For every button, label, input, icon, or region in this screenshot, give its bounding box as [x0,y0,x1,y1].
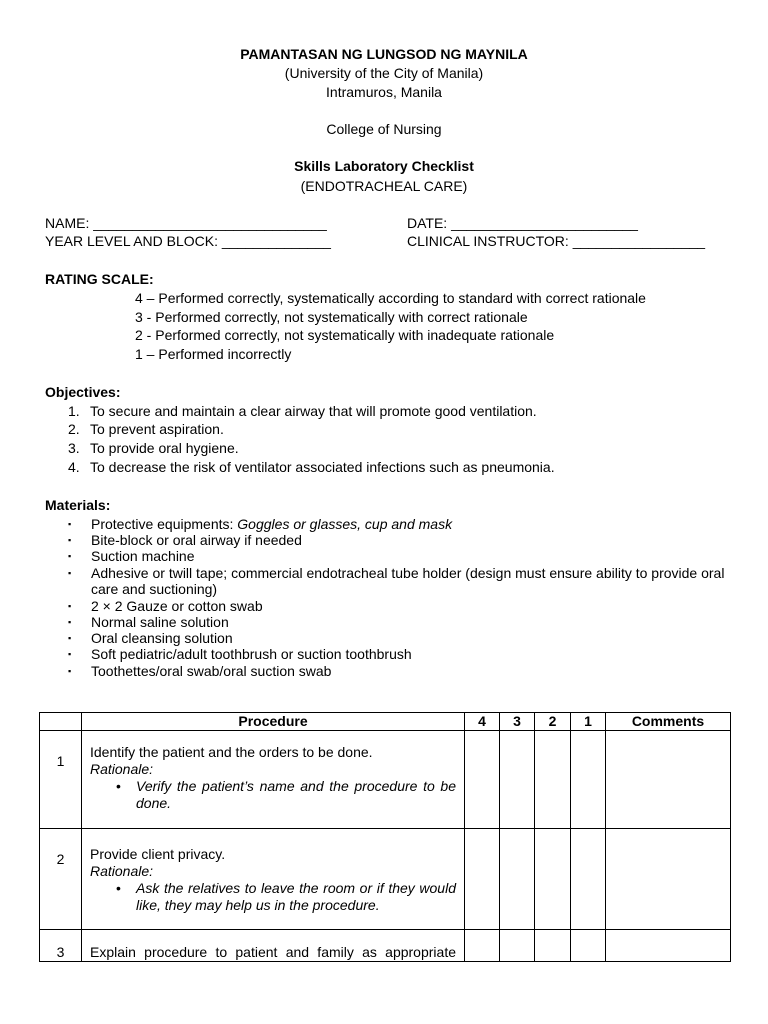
university-name: PAMANTASAN NG LUNGSOD NG MAYNILA [240,46,528,62]
rating-scale-item: 2 - Performed correctly, not systematically with inadequate rationale [135,327,555,343]
objective-text: To secure and maintain a clear airway that will promote good ventilation. [90,403,537,419]
rating-1-checkbox-cell[interactable] [571,829,606,930]
objectives-title: Objectives: [45,384,121,400]
material-text: Protective equipments: [91,516,238,532]
objective-number: 1. [68,403,80,419]
rationale-text: Ask the relatives to leave the room or if they would like, they may help us in the procedure. [136,880,456,913]
table-row [40,731,731,829]
material-text: Toothettes/oral swab/oral suction swab [91,663,332,679]
objective-item [68,439,239,457]
step-number: 2 [40,829,82,930]
material-item [68,614,733,630]
objective-number: 2. [68,421,80,437]
comments-cell[interactable] [606,731,731,829]
header-rating-2: 2 [535,713,571,731]
rationale-label: Rationale: [90,863,154,879]
material-text: Oral cleansing solution [91,630,233,646]
header-rating-4: 4 [465,713,500,731]
comments-cell[interactable] [606,829,731,930]
material-text: Bite-block or oral airway if needed [91,532,302,548]
objective-number: 4. [68,459,80,475]
square-bullet-icon: ▪ [68,666,72,676]
material-item [68,548,733,564]
square-bullet-icon: ▪ [68,633,72,643]
material-item [68,516,733,532]
rationale-item [90,880,456,914]
objective-text: To provide oral hygiene. [90,440,239,456]
rationale-label: Rationale: [90,761,154,777]
header-rating-1: 1 [571,713,606,731]
name-field: NAME: ______________________________ [45,215,327,231]
rating-1-checkbox-cell[interactable] [571,731,606,829]
material-item [68,663,733,679]
material-item [68,598,733,614]
objective-item [68,402,537,420]
material-text: Soft pediatric/adult toothbrush or suction toothbrush [91,646,412,662]
college-name: College of Nursing [326,121,442,137]
header-comments: Comments [606,713,731,731]
step-cell [82,731,465,829]
rationale-item [90,778,456,812]
rating-scale-title: RATING SCALE: [45,271,154,287]
objective-text: To prevent aspiration. [90,421,224,437]
header-procedure: Procedure [82,713,465,731]
material-text: Suction machine [91,548,195,564]
square-bullet-icon: ▪ [68,601,72,611]
square-bullet-icon: ▪ [68,551,72,561]
university-english-name: (University of the City of Manila) [284,65,484,81]
comments-cell[interactable] [606,930,731,962]
date-field: DATE: ________________________ [407,215,638,231]
year-level-block-field: YEAR LEVEL AND BLOCK: ______________ [45,233,331,249]
step-text: Provide client privacy. [90,846,226,862]
material-item [68,646,733,662]
rating-scale-item: 1 – Performed incorrectly [135,346,292,362]
material-item [68,630,733,646]
rating-4-checkbox-cell[interactable] [465,829,500,930]
table-row [40,930,731,962]
table-row [40,829,731,930]
rating-4-checkbox-cell[interactable] [465,731,500,829]
square-bullet-icon: ▪ [68,535,72,545]
rating-scale-item: 4 – Performed correctly, systematically according to standard with correct rationale [135,290,646,306]
objective-number: 3. [68,440,80,456]
objective-text: To decrease the risk of ventilator associated infections such as pneumonia. [90,459,555,475]
checklist-title: Skills Laboratory Checklist [294,158,474,174]
step-text: Identify the patient and the orders to be done. [90,744,373,760]
material-text-italic: Goggles or glasses, cup and mask [237,516,453,532]
rating-2-checkbox-cell[interactable] [535,731,571,829]
step-number: 3 [40,930,82,962]
square-bullet-icon: ▪ [68,568,72,578]
clinical-instructor-field: CLINICAL INSTRUCTOR: _________________ [407,233,706,249]
bullet-icon: • [116,778,121,794]
bullet-icon: • [116,880,121,896]
step-text: Explain procedure to patient and family as appropriate [82,930,465,962]
square-bullet-icon: ▪ [68,649,72,659]
checklist-subtitle: (ENDOTRACHEAL CARE) [300,178,468,194]
rating-scale-item: 3 - Performed correctly, not systematically with correct rationale [135,309,528,325]
material-item [68,532,733,548]
header-rating-3: 3 [500,713,535,731]
rating-3-checkbox-cell[interactable] [500,731,535,829]
material-text: Adhesive or twill tape; commercial endotracheal tube holder (design must ensure ability to provide oral care and suctioning) [91,565,725,597]
rating-2-checkbox-cell[interactable] [535,829,571,930]
step-cell [82,829,465,930]
material-item [68,565,733,597]
objective-item [68,458,555,476]
procedure-table [39,712,731,962]
rating-3-checkbox-cell[interactable] [500,930,535,962]
rating-1-checkbox-cell[interactable] [571,930,606,962]
objective-item [68,420,224,438]
square-bullet-icon: ▪ [68,519,72,529]
rating-3-checkbox-cell[interactable] [500,829,535,930]
materials-title: Materials: [45,497,111,513]
rating-4-checkbox-cell[interactable] [465,930,500,962]
square-bullet-icon: ▪ [68,617,72,627]
header-number [40,713,82,731]
rating-2-checkbox-cell[interactable] [535,930,571,962]
material-text: 2 × 2 Gauze or cotton swab [91,598,263,614]
material-text: Normal saline solution [91,614,229,630]
step-number: 1 [40,731,82,829]
university-location: Intramuros, Manila [326,84,442,100]
rationale-text: Verify the patient’s name and the procedure to be done. [136,778,456,811]
table-header-row [40,713,731,731]
